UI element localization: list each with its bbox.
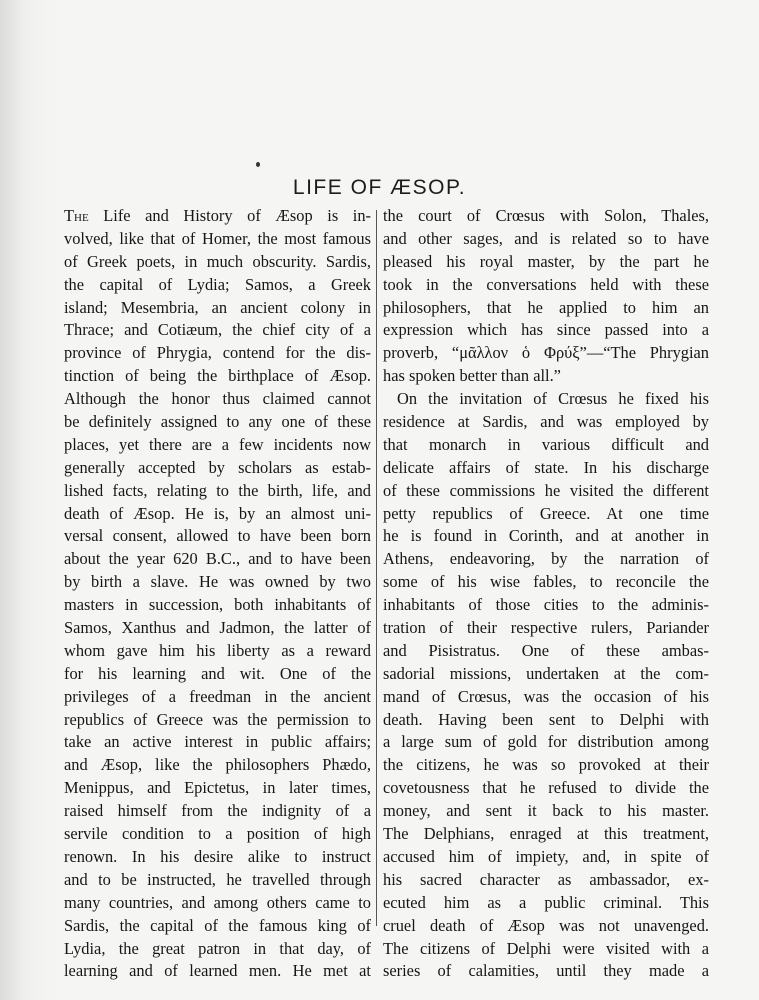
text-line: death of Æsop. He is, by an almost uni- [64,503,371,523]
text-line: about the year 620 B.C., and to have been [64,549,371,569]
text-line: the citizens, he was so provoked at their [383,755,709,775]
text-line: for his learning and wit. One of the [64,663,371,683]
text-line: and to be instructed, he travelled through [64,869,371,889]
text-line: pleased his royal master, by the part he [383,251,709,271]
text-line: and other sages, and is related so to have [383,228,709,248]
ink-speck [256,162,260,167]
text-line: petty republics of Greece. At one time [383,503,709,523]
text-line: Samos, Xanthus and Jadmon, the latter of [64,618,371,638]
text-line: money, and sent it back to his master. [383,801,709,821]
text-line: has spoken better than all.” [383,366,561,386]
text-line: cruel death of Æsop was not unavenged. [383,915,709,935]
column-divider [376,210,377,926]
text-line: lished facts, relating to the birth, life, and [64,480,371,500]
text-line: his sacred character as ambassador, ex- [383,869,709,889]
text-line: inhabitants of those cities to the adminis- [383,595,709,615]
text-line: expression which has since passed into a [383,320,709,340]
text-line: renown. In his desire alike to instruct [64,846,371,866]
text-line: be definitely assigned to any one of these [64,412,371,432]
text-line: The citizens of Delphi were visited with a [383,938,709,958]
text-line: ecuted him as a public criminal. This [383,892,709,912]
text-line: and Æsop, like the philosophers Phædo, [64,755,371,775]
text-line: of Greek poets, in much obscurity. Sardis, [64,251,371,271]
text-line: proverb, “μᾶλλον ὁ Φρύξ”—“The Phrygian [383,343,709,363]
text-line: Although the honor thus claimed cannot [64,389,371,409]
text-line: The Life and History of Æsop is in- [64,206,371,225]
text-line: residence at Sardis, and was employed by [383,412,709,432]
text-line: tration of their respective rulers, Pariander [383,618,709,638]
text-line: delicate affairs of state. In his discharge [383,457,709,477]
text-line: covetousness that he refused to divide the [383,778,709,798]
text-line: island; Mesembria, an ancient colony in [64,297,371,317]
text-line: series of calamities, until they made a [383,961,709,981]
text-line: that monarch in various difficult and [383,434,709,454]
text-line: he is found in Corinth, and at another in [383,526,709,546]
right-text-column [383,205,709,983]
text-line: some of his wise fables, to reconcile the [383,572,709,592]
text-line: the court of Crœsus with Solon, Thales, [383,206,709,225]
text-line: sadorial missions, undertaken at the com- [383,663,709,683]
text-line: places, yet there are a few incidents now [64,434,371,454]
text-line: learning and of learned men. He met at [64,961,371,981]
left-text-column [64,205,371,983]
text-line: privileges of a freedman in the ancient [64,686,371,706]
text-line: of these commissions he visited the different [383,480,709,500]
text-line: mand of Crœsus, was the occasion of his [383,686,709,706]
text-line: versal consent, allowed to have been born [64,526,371,546]
text-line: generally accepted by scholars as estab- [64,457,371,477]
text-line: many countries, and among others came to [64,892,371,912]
text-line: Lydia, the great patron in that day, of [64,938,371,958]
text-line: philosophers, that he applied to him an [383,297,709,317]
text-line: masters in succession, both inhabitants of [64,595,371,615]
text-line: Athens, endeavoring, by the narration of [383,549,709,569]
text-line: Sardis, the capital of the famous king of [64,915,371,935]
text-line: a large sum of gold for distribution among [383,732,709,752]
text-line: death. Having been sent to Delphi with [383,709,709,729]
text-line: took in the conversations held with these [383,274,709,294]
text-line: volved, like that of Homer, the most famous [64,228,371,248]
page-title: LIFE OF ÆSOP. [292,176,467,199]
text-line: republics of Greece was the permission to [64,709,371,729]
text-line: whom gave him his liberty as a reward [64,640,371,660]
text-line: the capital of Lydia; Samos, a Greek [64,274,371,294]
text-line: The Delphians, enraged at this treatment, [383,824,709,844]
text-line: servile condition to a position of high [64,824,371,844]
text-line: by birth a slave. He was owned by two [64,572,371,592]
text-line: raised himself from the indignity of a [64,801,371,821]
text-line: take an active interest in public affairs; [64,732,371,752]
text-line: accused him of impiety, and, in spite of [383,846,709,866]
text-line: tinction of being the birthplace of Æsop. [64,366,371,386]
text-line: Menippus, and Epictetus, in later times, [64,778,371,798]
text-line: province of Phrygia, contend for the dis- [64,343,371,363]
text-line: Thrace; and Cotiæum, the chief city of a [64,320,371,340]
text-line: and Pisistratus. One of these ambas- [383,640,709,660]
text-line: On the invitation of Crœsus he fixed his [397,389,709,409]
